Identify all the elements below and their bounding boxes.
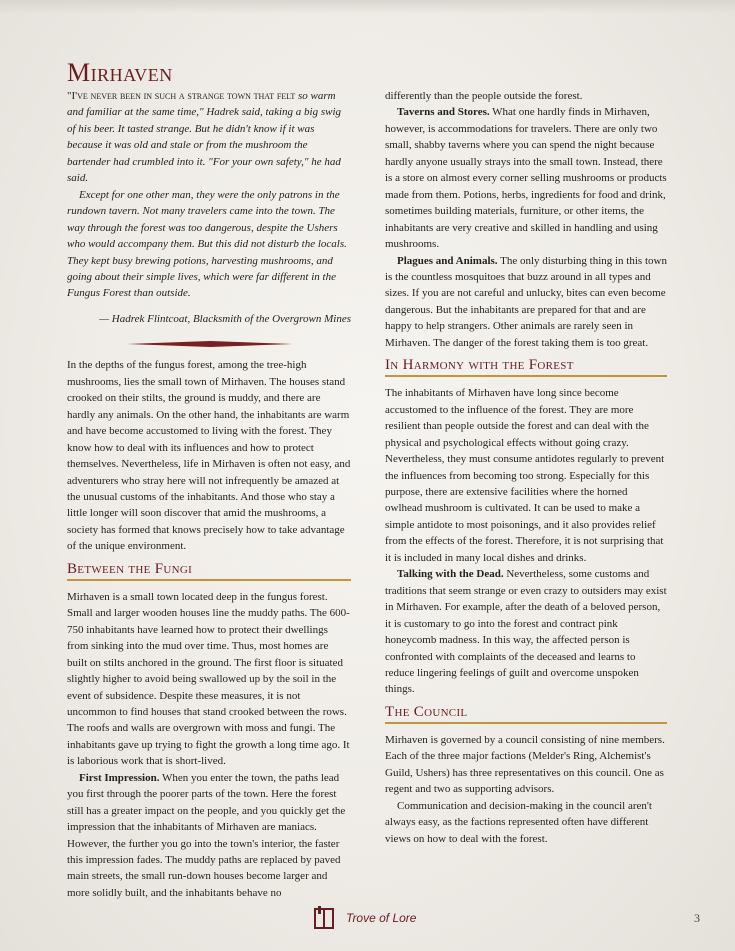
- talking-with-dead-text: Nevertheless, some customs and traditions that seem strange or even crazy to outsiders may exist in Mirhaven. For example, after the death of a beloved person, it is customary to go into the forest and contract pink honeycomb madness. In this way, the affected person is confronted with complaints of the deceased and learns to reduce lingering feelings of guilt and overcome unspoken things.: [385, 568, 667, 696]
- taverns-text: What one hardly finds in Mirhaven, however, is accommodations for travelers. There are only two small, shabby taverns where you can spend the night because hardly anyone usually strays into the small town. Instead, there is a store on almost every corner selling mushrooms or products made from them. Potions, herbs, ingredients for food and drink, sometimes building materials, furniture, or other items, the inhabitants are very creative and skilled in handling and using mushrooms.: [385, 106, 667, 251]
- footer-logo: [313, 906, 416, 930]
- quote-paragraph-1-text: so warm and familiar at the same time," Hadrek said, taking a big swig of his beer. It tasted strange. But he didn't know if it was because it was old and stale or from the mushroom the bartender had crumbled into it. "For your own safety," he had said.: [67, 90, 342, 185]
- attribution-role: Blacksmith of the Overgrown Mines: [192, 312, 351, 325]
- harmony-paragraph-1: The inhabitants of Mirhaven have long since become accustomed to the influence of the forest. They are more resilient than people outside the forest and can deal with the physical and psychological effects without going crazy. Nevertheless, they must consume antidotes regularly to prevent the influences from becoming too strong. Especially for this purpose, there are extensive facilities where the horned owlhead mushroom is cultivated. It can be used to make a simple antidote to most poisonings, and it also provides relief from the effects of the forest. Therefore, it is not surprising that it is included in many local dishes and drinks.: [385, 387, 665, 564]
- first-impression-text: When you enter the town, the paths lead you first through the poorer parts of the town. Here the forest still has a greater impact on the people, and you quickly get the impression that the inhabitants of Mirhaven are maniacs. However, the further you go into the town's interior, the faster this impression fades. The muddy paths are replaced by paved main streets, the small run-down houses become larger and more solidly built, and the inhabitants behave no: [67, 771, 346, 899]
- page-edge-shadow: [0, 0, 735, 14]
- attribution-name: — Hadrek Flintcoat,: [99, 312, 193, 325]
- page-title: Mirhaven: [67, 58, 173, 87]
- intro-quote: [67, 88, 351, 327]
- heading-between-the-fungi: Between the Fungi: [67, 561, 351, 581]
- heading-the-council: The Council: [385, 704, 667, 724]
- heading-in-harmony-with-the-forest: In Harmony with the Forest: [385, 357, 667, 377]
- quote-attribution: [67, 311, 351, 327]
- book-icon: [313, 906, 335, 930]
- ornamental-divider: [127, 341, 293, 347]
- quote-opening-caps: "I've never been in such a strange town that felt: [67, 90, 296, 102]
- fungi-paragraph-1: Mirhaven is a small town located deep in the fungus forest. Small and larger wooden houses line the muddy paths. The 600-750 inhabitants have learned how to protect their dwellings from sinking into the mud over time. Thus, most homes are built on stilts anchored in the ground. The first floor is situated slightly higher to avoid being swallowed up by the soil in the event of subsidence. Despite these measures, it is not uncommon to find houses that stand crooked between the rows. The roofs and walls are overgrown with moss and fungi. The inhabitants gave up trying to fight the growth a long time ago. It is laborious work that is short-lived.: [67, 590, 350, 768]
- plagues-paragraph: [385, 253, 667, 352]
- council-paragraph-2: Communication and decision-making in the council aren't always easy, as the factions represented often have different views on how to deal with the forest.: [385, 799, 652, 845]
- talking-with-dead-lead: Talking with the Dead.: [397, 568, 504, 581]
- quote-paragraph-2: Except for one other man, they were the only patrons in the rundown tavern. Not many travelers came into the town. The way through the forest was too dangerous, despite the Ushers who would accompany them. But this did not disturb the locals. They kept busy brewing potions, harvesting mushrooms, and going about their simple lives, which were far different in the Fungus Forest than outside.: [67, 188, 347, 300]
- first-impression-continued: differently than the people outside the forest.: [385, 90, 583, 102]
- first-impression-lead: First Impression.: [79, 771, 160, 784]
- left-column: [67, 88, 351, 901]
- footer-brand: Trove of Lore: [346, 911, 417, 925]
- taverns-paragraph: [385, 104, 667, 252]
- intro-paragraph: In the depths of the fungus forest, among the tree-high mushrooms, lies the small town of Mirhaven. The houses stand crooked on their stilts, the ground is muddy, and there are hardly any animals. On the other hand, the inhabitants are warm and have become accustomed to living with the forest. They know how to deal with its influences and how to protect themselves. Nevertheless, life in Mirhaven is often not easy, and adventurers who stray here will not infrequently be amazed at the unusual customs of the inhabitants. And those who stay a little longer will soon discover that amid the mushrooms, a society has formed that knows precisely how to take advantage of the unique environment.: [67, 359, 351, 553]
- page-number: 3: [694, 911, 700, 925]
- plagues-lead: Plagues and Animals.: [397, 254, 498, 267]
- right-column: [385, 88, 667, 847]
- talking-with-dead-paragraph: [385, 566, 667, 698]
- first-impression-paragraph: [67, 770, 351, 902]
- plagues-text: The only disturbing thing in this town is the countless mosquitoes that buzz around in all types and sizes. If you are not careful and unlucky, bites can even become dangerous. But the inhabitants are prepared for that and are happy to help strangers. Other animals are rarely seen in Mirhaven. The danger of the forest taking them is too great.: [385, 254, 667, 349]
- taverns-lead: Taverns and Stores.: [397, 106, 490, 119]
- quote-paragraph-1: [67, 88, 351, 187]
- council-paragraph-1: Mirhaven is governed by a council consisting of nine members. Each of the three major factions (Melder's Ring, Alchemist's Guild, Ushers) has three representatives on this council. One as regent and two as supporting advisors.: [385, 733, 665, 796]
